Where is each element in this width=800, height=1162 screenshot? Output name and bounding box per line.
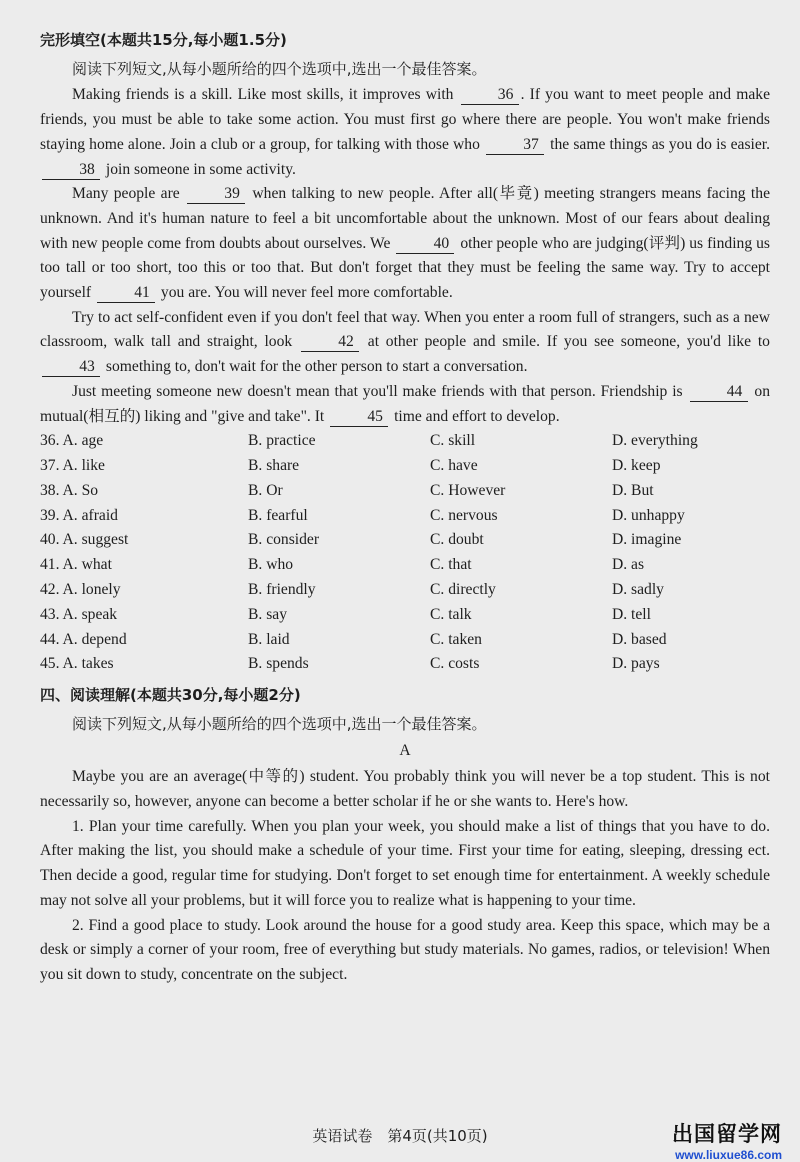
watermark-url: www.liuxue86.com	[675, 1148, 782, 1162]
blank-39: 39	[187, 185, 245, 204]
option-D: D. everything	[612, 432, 698, 450]
paragraph-text: other people who are judging(评判) us finding us too tall or too short, too this or too that. But don't forget that they must be feeling the same way. Try to accept yourself	[40, 234, 770, 302]
option-C: C. costs	[430, 655, 480, 673]
option-B: B. practice	[248, 432, 316, 450]
blank-41: 41	[97, 284, 155, 303]
watermark-title: 出国留学网	[672, 1122, 782, 1146]
option-B: B. friendly	[248, 581, 316, 599]
blank-43: 43	[42, 358, 100, 377]
option-D: D. imagine	[612, 531, 682, 549]
paragraph-text: Many people are	[72, 185, 186, 203]
option-A: 43. A. speak	[40, 605, 118, 623]
option-A: 41. A. what	[40, 556, 112, 574]
paragraph-text: Making friends is a skill. Like most skills, it improves with	[72, 86, 459, 104]
option-D: D. keep	[612, 457, 661, 475]
option-B: B. consider	[248, 531, 320, 549]
paragraph-text: Maybe you are an average(中等的) student. You probably think you will never be a top student. This is not necessarily so, however, anyone can become a better scholar if he or she wants to. Here's how.	[40, 768, 770, 811]
blank-36: 36	[461, 86, 519, 105]
option-D: D. sadly	[612, 581, 664, 599]
paragraph	[40, 182, 770, 306]
blank-44: 44	[690, 383, 748, 402]
paragraph-text: at other people and smile. If you see someone, you'd like to	[360, 333, 770, 351]
section-reading-title: 四、阅读理解(本题共30分,每小题2分)	[40, 686, 301, 705]
paragraph-text: 1. Plan your time carefully. When you plan your week, you should make a list of things that you have to do. After making the list, you should make a schedule of your time. First your time for eating, sleeping, dressing ect. Then decide a good, regular time for studying. Don't forget to set enough time for entertainment. A weekly schedule may not solve all your problems, but it will force you to realize what is happening to your time.	[40, 817, 770, 909]
paragraph	[40, 914, 770, 988]
paragraph	[40, 306, 770, 380]
option-A: 37. A. like	[40, 457, 105, 475]
paragraph-text: you are. You will never feel more comfortable.	[157, 284, 453, 302]
option-C: C. have	[430, 457, 478, 475]
option-A: 39. A. afraid	[40, 506, 118, 524]
option-D: D. as	[612, 556, 645, 574]
option-A: 40. A. suggest	[40, 531, 129, 549]
paragraph-text: join someone in some activity.	[102, 160, 296, 178]
watermark	[672, 1118, 782, 1162]
option-C: C. skill	[430, 432, 476, 450]
option-A: 44. A. depend	[40, 630, 127, 648]
option-C: C. However	[430, 481, 506, 499]
exam-page	[40, 28, 770, 988]
section-reading-instruction: 阅读下列短文,从每小题所给的四个选项中,选出一个最佳答案。	[72, 714, 487, 733]
passage-label: A	[399, 741, 411, 759]
page-footer: 英语试卷 第4页(共10页)	[312, 1127, 488, 1145]
option-B: B. share	[248, 457, 300, 475]
blank-45: 45	[330, 408, 388, 427]
option-A: 42. A. lonely	[40, 581, 121, 599]
option-D: D. tell	[612, 605, 651, 623]
option-C: C. talk	[430, 605, 472, 623]
option-B: B. spends	[248, 655, 309, 673]
paragraph-text: on mutual(相互的) liking and "give and take". It	[40, 382, 770, 425]
paragraph-text: the same things as you do is easier.	[546, 135, 770, 153]
paragraph-text: something to, don't wait for the other person to start a conversation.	[102, 358, 528, 376]
option-B: B. laid	[248, 630, 290, 648]
paragraph	[40, 83, 770, 182]
paragraph-text: Try to act self-confident even if you don't feel that way. When you enter a room full of strangers, such as a new classroom, walk tall and straight, look	[40, 308, 770, 351]
option-B: B. who	[248, 556, 294, 574]
option-A: 36. A. age	[40, 432, 104, 450]
option-A: 45. A. takes	[40, 655, 114, 673]
section-cloze-title: 完形填空(本题共15分,每小题1.5分)	[40, 31, 287, 49]
option-C: C. directly	[430, 581, 496, 599]
paragraph-text: . If you want to meet people and make friends, you must be able to take some action. You must first go where there are people. You won't make friends staying home alone. Join a club or a group, for talking with those who	[40, 86, 770, 153]
blank-40: 40	[396, 235, 454, 254]
option-B: B. say	[248, 605, 287, 623]
section-cloze-instruction: 阅读下列短文,从每小题所给的四个选项中,选出一个最佳答案。	[72, 59, 487, 78]
option-D: D. based	[612, 630, 667, 648]
cloze-passage	[40, 83, 770, 429]
paragraph	[40, 815, 770, 914]
option-C: C. doubt	[430, 531, 484, 549]
blank-37: 37	[486, 136, 544, 155]
paragraph-text: time and effort to develop.	[390, 407, 560, 425]
option-B: B. fearful	[248, 506, 308, 524]
option-B: B. Or	[248, 481, 283, 499]
blank-38: 38	[42, 161, 100, 180]
option-D: D. pays	[612, 655, 660, 673]
paragraph-text: 2. Find a good place to study. Look around the house for a good study area. Keep this space, which may be a desk or simply a corner of your room, free of everything but study materials. No games, radios, or television! When you sit down to study, concentrate on the subject.	[40, 916, 770, 983]
paragraph-text: Just meeting someone new doesn't mean that you'll make friends with that person. Friendship is	[72, 382, 688, 400]
paragraph	[40, 380, 770, 429]
option-C: C. nervous	[430, 506, 498, 524]
cloze-options	[40, 429, 770, 677]
option-C: C. taken	[430, 630, 482, 648]
paragraph	[40, 765, 770, 814]
paragraph-text: when talking to new people. After all(毕竟) meeting strangers means facing the unknown. And it's human nature to feel a bit uncomfortable about the unknown. Most of our fears about dealing with new people come from doubts about ourselves. We	[40, 185, 770, 252]
blank-42: 42	[301, 333, 359, 352]
reading-passage	[40, 765, 770, 987]
option-D: D. unhappy	[612, 506, 685, 524]
option-A: 38. A. So	[40, 481, 99, 499]
option-C: C. that	[430, 556, 472, 574]
option-D: D. But	[612, 481, 654, 499]
